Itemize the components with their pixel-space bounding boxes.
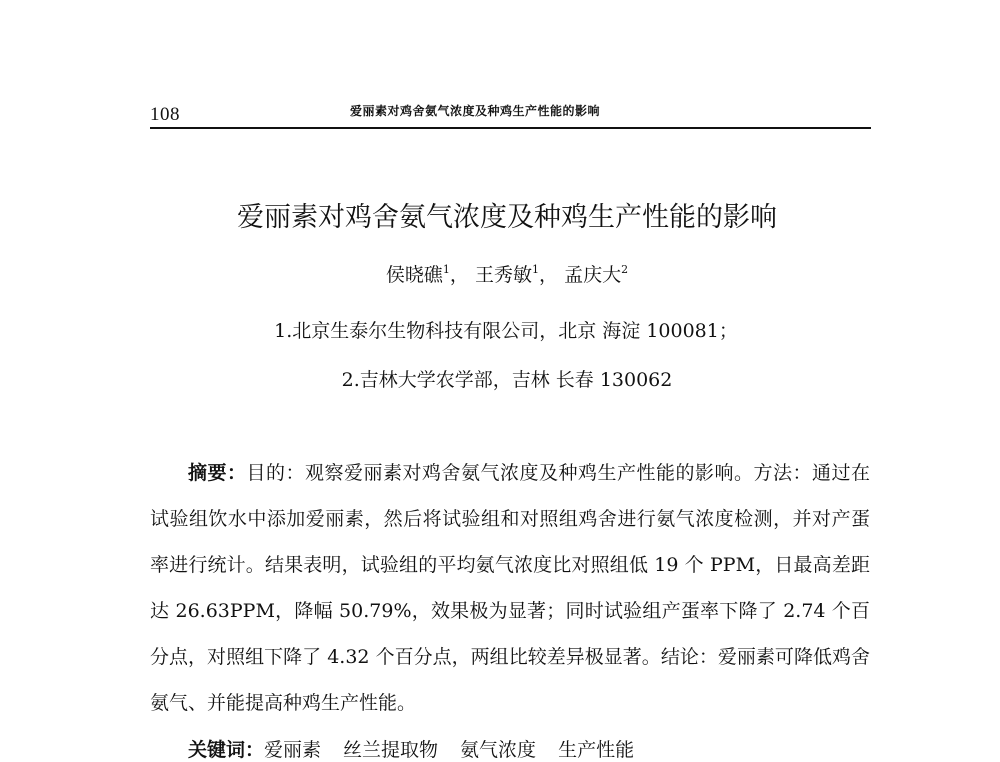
keyword-item: 生产性能 [558, 739, 635, 761]
author-name: 孟庆大 [564, 264, 622, 286]
abstract [150, 450, 870, 726]
keyword-item: 丝兰提取物 [343, 739, 439, 761]
keyword-item: 爱丽素 [264, 739, 322, 761]
author-affiliation-mark: 2 [621, 263, 629, 276]
paper-title: 爱丽素对鸡舍氨气浓度及种鸡生产性能的影响 [237, 202, 777, 233]
affiliation-1: 1.北京生泰尔生物科技有限公司，北京 海淀 100081； [274, 320, 738, 342]
author-list [0, 260, 1000, 287]
keywords-label: 关键词： [188, 739, 265, 761]
page-number: 108 [150, 104, 180, 125]
author-affiliation-mark: 1 [442, 263, 450, 276]
author-name: 侯晓礁 [385, 264, 443, 286]
author-separator: ， [539, 264, 559, 286]
keyword-item: 氨气浓度 [460, 739, 537, 761]
author-name: 王秀敏 [474, 264, 532, 286]
abstract-text: 目的：观察爱丽素对鸡舍氨气浓度及种鸡生产性能的影响。方法：通过在试验组饮水中添加爱丽素，然后将试验组和对照组鸡舍进行氨气浓度检测，并对产蛋率进行统计。结果表明，试验组的平均氨气浓度比对照组低 19 个 PPM，日最高差距达 26.63PPM，降幅 50.79%，效果极为显著；同时试验组产蛋率下降了 2.74 个百分点，对照组下降了 4.32 个百分点，两组比较差异极显著。结论：爱丽素可降低鸡舍氨气、并能提高种鸡生产性能。 [150, 462, 870, 714]
author-separator: ， [449, 264, 469, 286]
abstract-label: 摘要： [188, 462, 247, 484]
affiliation-2: 2.吉林大学农学部，吉林 长春 130062 [341, 369, 673, 391]
header-rule [150, 127, 871, 129]
author-affiliation-mark: 1 [532, 263, 539, 276]
running-title: 爱丽素对鸡舍氨气浓度及种鸡生产性能的影响 [350, 104, 601, 118]
running-header [150, 96, 870, 128]
keywords [188, 735, 656, 762]
